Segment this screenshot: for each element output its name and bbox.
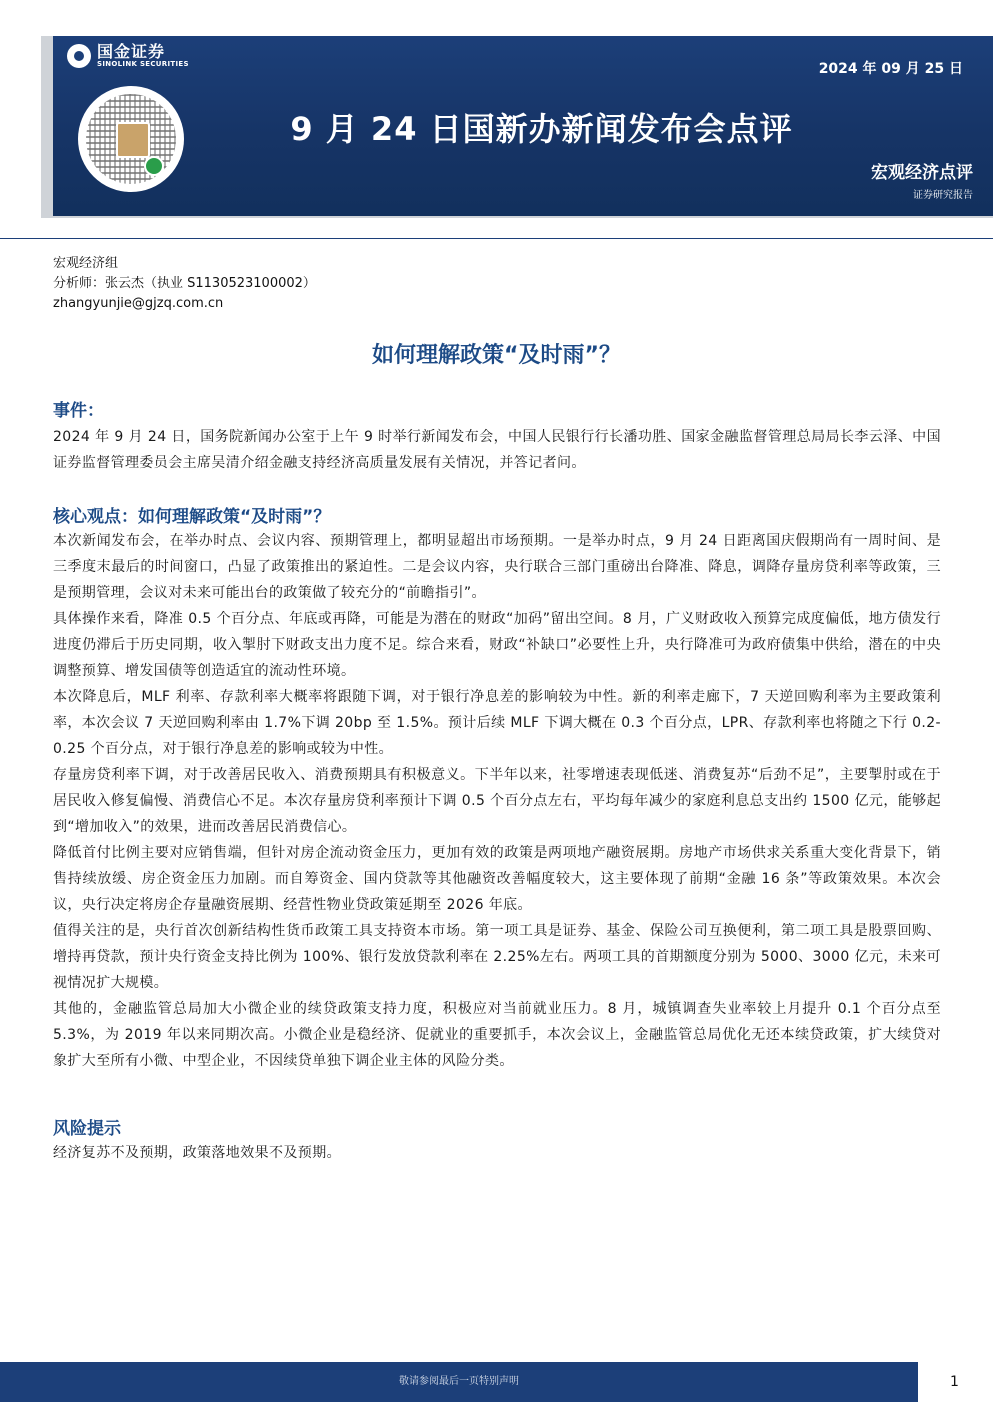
paragraph: 本次降息后，MLF 利率、存款利率大概率将跟随下调，对于银行净息差的影响较为中性。新的利率走廊下，7 天逆回购利率为主要政策利率，本次会议 7 天逆回购利率由 1.7%下调 20bp 至 1.5%。预计后续 MLF 下调大概在 0.3 个百分点，LPR、存款利率也将随之下行 0.2-0.25 个百分点，对于银行净息差的影响或较为中性。 — [53, 689, 941, 757]
section-heading-event: 事件： — [53, 401, 104, 421]
company-logo — [67, 44, 189, 68]
core-paragraphs — [53, 528, 941, 1074]
headline: 如何理解政策“及时雨”？ — [372, 343, 621, 368]
author-block — [53, 254, 316, 314]
paragraph: 2024 年 9 月 24 日，国务院新闻办公室于上午 9 时举行新闻发布会，中国人民银行行长潘功胜、国家金融监督管理总局局长李云泽、中国证券监督管理委员会主席吴清介绍金融支持经济高质量发展有关情况，并答记者问。 — [53, 429, 941, 471]
analyst-name: 分析师：张云杰（执业 S1130523100002） — [53, 276, 316, 291]
page-number: 1 — [950, 1374, 959, 1390]
logo-mark-icon — [67, 44, 91, 68]
research-group: 宏观经济组 — [53, 256, 119, 271]
section-heading-risk: 风险提示 — [53, 1119, 121, 1139]
divider — [0, 238, 993, 239]
paragraph: 值得关注的是，央行首次创新结构性货币政策工具支持资本市场。第一项工具是证券、基金、保险公司互换便利，第二项工具是股票回购、增持再贷款，预计央行资金支持比例为 100%、银行发放贷款利率在 2.25%左右。两项工具的首期额度分别为 5000、3000 亿元，未来可视情况扩大规模。 — [53, 923, 941, 991]
paragraph: 经济复苏不及预期，政策落地效果不及预期。 — [53, 1145, 341, 1161]
logo-en: SINOLINK SECURITIES — [97, 59, 189, 68]
report-type: 宏观经济点评 — [871, 163, 973, 183]
paragraph: 具体操作来看，降准 0.5 个百分点、年底或再降，可能是为潜在的财政“加码”留出空间。8 月，广义财政收入预算完成度偏低，地方债发行进度仍滞后于历史同期，收入掣肘下财政支出力度不足。综合来看，财政“补缺口”必要性上升，央行降准可为政府债集中供给，潜在的中央调整预算、增发国债等创造适宜的流动性环境。 — [53, 611, 941, 679]
report-subtype: 证券研究报告 — [913, 190, 973, 201]
section-heading-core: 核心观点：如何理解政策“及时雨”？ — [53, 507, 331, 527]
report-date: 2024 年 09 月 25 日 — [818, 61, 963, 77]
risk-paragraph — [53, 1140, 941, 1166]
event-paragraph — [53, 424, 941, 476]
paragraph: 降低首付比例主要对应销售端，但针对房企流动资金压力，更加有效的政策是两项地产融资展期。房地产市场供求关系重大变化背景下，销售持续放缓、房企资金压力加剧。而自筹资金、国内贷款等其他融资改善幅度较大，这主要体现了前期“金融 16 条”等政策效果。本次会议，央行决定将房企存量融资展期、经营性物业贷政策延期至 2026 年底。 — [53, 845, 941, 913]
logo-cn: 国金证券 — [97, 42, 166, 61]
paragraph: 本次新闻发布会，在举办时点、会议内容、预期管理上，都明显超出市场预期。一是举办时点，9 月 24 日距离国庆假期尚有一周时间、是三季度末最后的时间窗口，凸显了政策推出的紧迫性。二是会议内容，央行联合三部门重磅出台降准、降息，调降存量房贷利率等政策，三是预期管理，会议对未来可能出台的政策做了较充分的“前瞻指引”。 — [53, 533, 941, 601]
paragraph: 存量房贷利率下调，对于改善居民收入、消费预期具有积极意义。下半年以来，社零增速表现低迷、消费复苏“后劲不足”，主要掣肘或在于居民收入修复偏慢、消费信心不足。本次存量房贷利率预计下调 0.5 个百分点左右，平均每年减少的家庭利息总支出约 1500 亿元，能够起到“增加收入”的效果，进而改善居民消费信心。 — [53, 767, 941, 835]
report-title: 9 月 24 日国新办新闻发布会点评 — [290, 110, 793, 148]
footer-disclaimer[interactable]: 敬请参阅最后一页特别声明 — [399, 1376, 519, 1387]
analyst-email[interactable]: zhangyunjie@gjzq.com.cn — [53, 296, 224, 311]
paragraph: 其他的，金融监管总局加大小微企业的续贷政策支持力度，积极应对当前就业压力。8 月，城镇调查失业率较上月提升 0.1 个百分点至 5.3%，为 2019 年以来同期次高。小微企业是稳经济、促就业的重要抓手，本次会议上，金融监管总局优化无还本续贷政策，扩大续贷对象扩大至所有小微、中型企业，不因续贷单独下调企业主体的风险分类。 — [53, 1001, 941, 1069]
